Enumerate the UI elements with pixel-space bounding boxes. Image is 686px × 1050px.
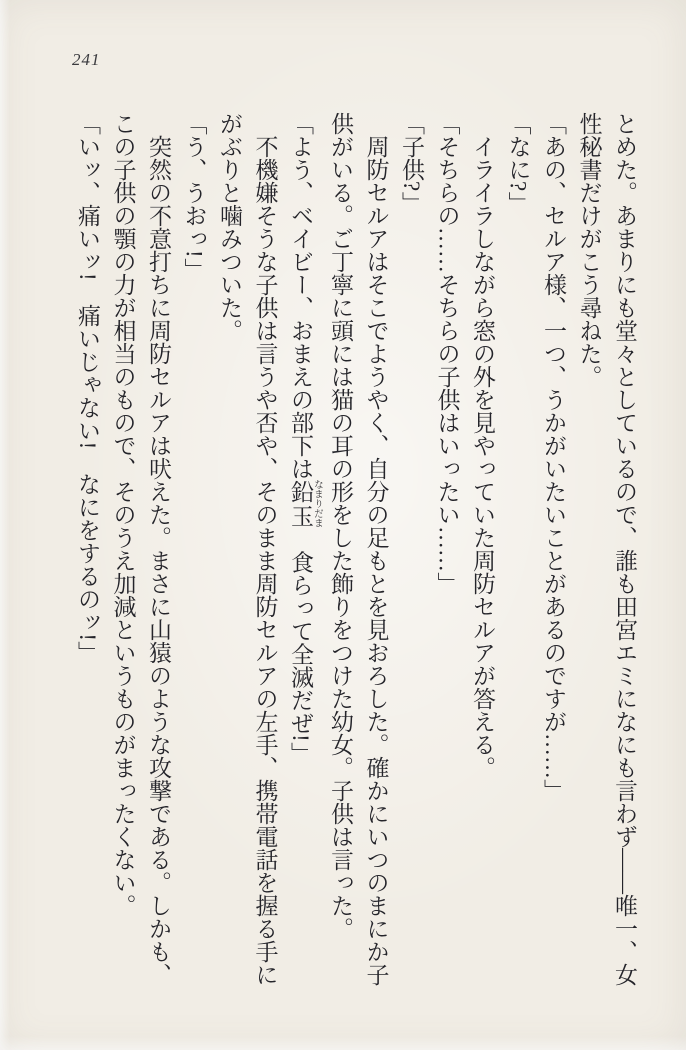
paragraph: 「いッ、痛いッ! 痛いじゃない! なにをするのッ!」 xyxy=(75,112,100,664)
ruby-annotation: 鉛玉 なまりだま xyxy=(288,479,323,528)
paragraph: 「う、うおっ!」 xyxy=(181,112,207,281)
paragraph: 「よう、ベイビー、おまえの部下は鉛玉 なまりだま 食らって全滅だぜ!」 xyxy=(288,112,323,765)
vertical-text-block xyxy=(70,112,643,990)
paragraph: 突然の不意打ちに周防セルアは吠えた。まさに山猿のような攻撃である。しかも、この子供の顎の力が相当のもので、そのうえ加減というものがまったくない。 xyxy=(110,112,171,986)
paragraph: イライラしながら窓の外を見やっていた周防セルアが答える。 xyxy=(470,135,495,779)
paragraph: 「なに?」 xyxy=(505,112,531,215)
paragraph: とめた。あまりにも堂々としているので、誰も田宮エミになにも言わず——唯一、女性秘書だけがこう尋ねた。 xyxy=(576,112,637,986)
paragraph: 「そちらの……そちらの子供はいったい……」 xyxy=(434,112,460,595)
paragraph: 不機嫌そうな子供は言うや否や、そのまま周防セルアの左手、携帯電話を握る手にがぶりと噛みついた。 xyxy=(217,112,278,986)
paragraph: 周防セルアはそこでようやく、自分の足もとを見おろした。確かにいつのまにか子供がいる。ご丁寧に頭には猫の耳の形をした飾りをつけた幼女。子供は言った。 xyxy=(328,112,389,986)
paragraph: 「あの、セルア様、一つ、うかがいたいことがあるのですが……」 xyxy=(541,112,566,802)
page-number: 241 xyxy=(72,50,101,69)
paragraph: 「子供?」 xyxy=(399,112,424,215)
